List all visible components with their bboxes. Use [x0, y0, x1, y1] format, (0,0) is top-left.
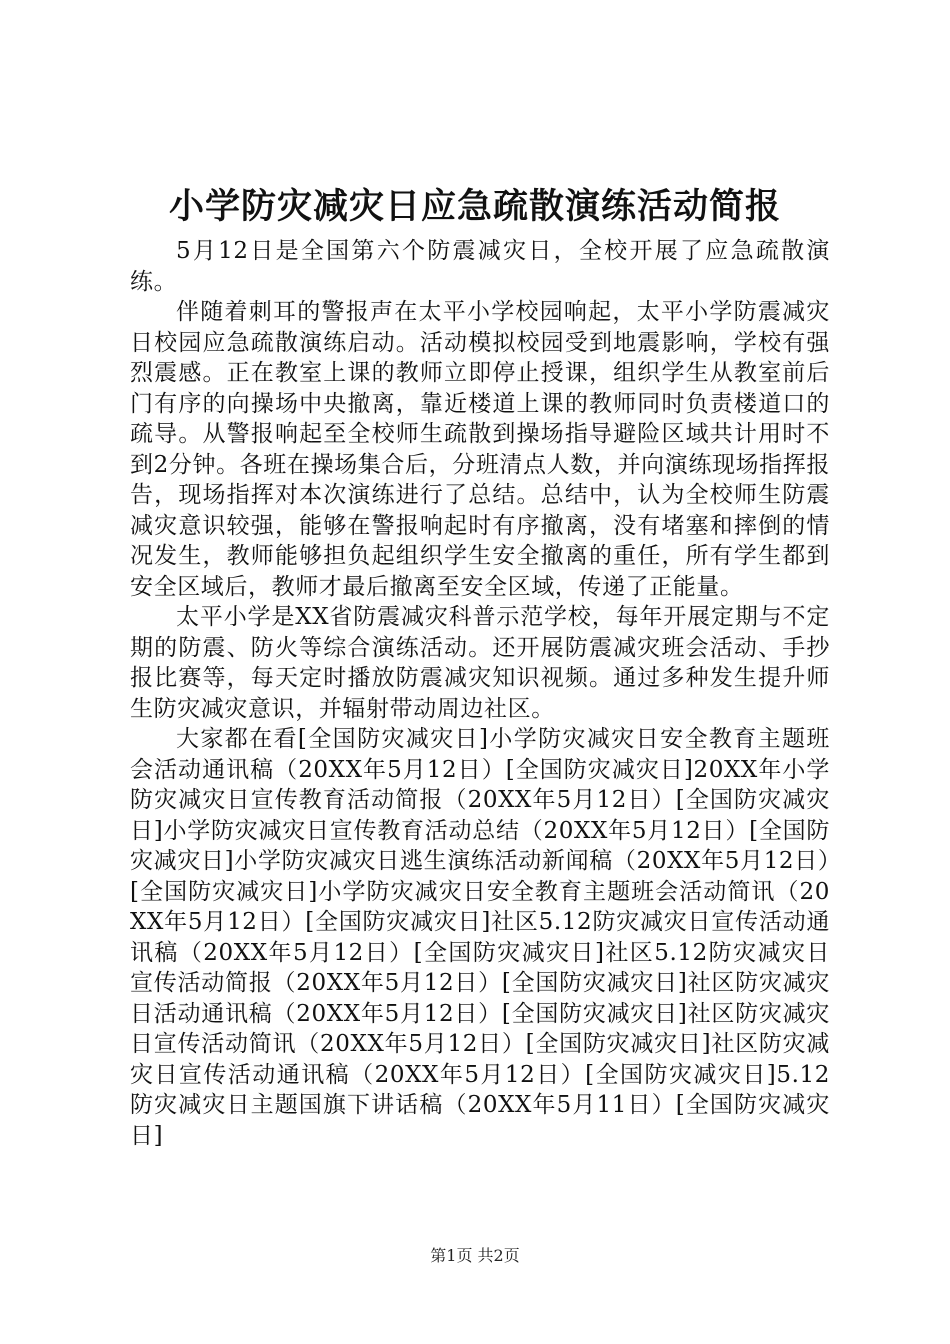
paragraph-intro: 5月12日是全国第六个防震减灾日，全校开展了应急疏散演练。 [130, 238, 830, 295]
document-body [130, 236, 830, 1151]
paragraph-school-info: 太平小学是XX省防震减灾科普示范学校，每年开展定期与不定期的防震、防火等综合演练活动。还开展防震减灾班会活动、手抄报比赛等，每天定时播放防震减灾知识视频。通过多种发生提升师生防灾减灾意识，并辐射带动周边社区。 [130, 604, 830, 722]
page-footer: 第1页 共2页 [430, 1246, 520, 1265]
document-title: 小学防灾减灾日应急疏散演练活动简报 [168, 186, 781, 227]
paragraph-drill-description: 伴随着刺耳的警报声在太平小学校园响起，太平小学防震减灾日校园应急疏散演练启动。活动模拟校园受到地震影响，学校有强烈震感。正在教室上课的教师立即停止授课，组织学生从教室前后门有序的向操场中央撤离，靠近楼道上课的教师同时负责楼道口的疏导。从警报响起至全校师生疏散到操场指导避险区域共计用时不到2分钟。各班在操场集合后，分班清点人数，并向演练现场指挥报告，现场指挥对本次演练进行了总结。总结中，认为全校师生防震减灾意识较强，能够在警报响起时有序撤离，没有堵塞和摔倒的情况发生，教师能够担负起组织学生安全撤离的重任，所有学生都到安全区域后，教师才最后撤离至安全区域，传递了正能量。 [130, 299, 830, 600]
paragraph-related-articles: 大家都在看[全国防灾减灾日]小学防灾减灾日安全教育主题班会活动通讯稿（20XX年5月12日）[全国防灾减灾日]20XX年小学防灾减灾日宣传教育活动简报（20XX年5月12日）[全国防灾减灾日]小学防灾减灾日宣传教育活动总结（20XX年5月12日）[全国防灾减灾日]小学防灾减灾日逃生演练活动新闻稿（20XX年5月12日）[全国防灾减灾日]小学防灾减灾日安全教育主题班会活动简讯（20XX年5月12日）[全国防灾减灾日]社区5.12防灾减灾日宣传活动通讯稿（20XX年5月12日）[全国防灾减灾日]社区5.12防灾减灾日宣传活动简报（20XX年5月12日）[全国防灾减灾日]社区防灾减灾日活动通讯稿（20XX年5月12日）[全国防灾减灾日]社区防灾减灾日宣传活动简讯（20XX年5月12日）[全国防灾减灾日]社区防灾减灾日宣传活动通讯稿（20XX年5月12日）[全国防灾减灾日]5.12防灾减灾日主题国旗下讲话稿（20XX年5月11日）[全国防灾减灾日] [130, 726, 830, 1149]
